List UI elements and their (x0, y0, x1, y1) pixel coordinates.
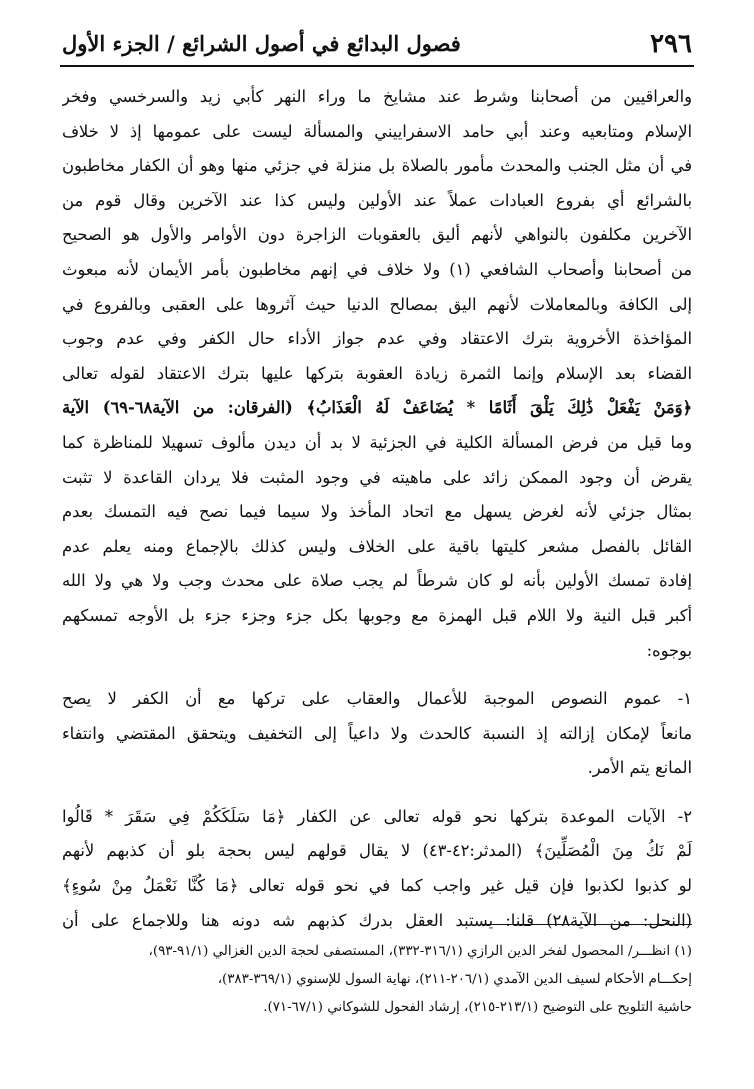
text-line: الإسلام ومتابعيه وعند أبي حامد الاسفراييني والمسألة ليست على عمومها إذ لا خلاف (62, 121, 692, 141)
point-1-line: ١- عموم النصوص الموجبة للأعمال والعقاب على تركها مع أن الكفر لا يصح (62, 689, 692, 709)
text-line: المؤاخذة الأخروية بترك الاعتقاد وفي عدم جواز الأداء حال الكفر وفي عدم وجوب (62, 329, 692, 349)
footnote-line: (١) انظـــر/ المحصول لفخر الدين الرازي (٣١٦/١-٣٣٢)، المستصفى لحجة الدين الغزالي (٩١/١-٩٣)، (148, 944, 692, 959)
text-line: من أصحابنا وأصحاب الشافعي (١) ولا خلاف في إنهم مخاطبون بأمر الأيمان لأنه مبعوث (62, 259, 692, 279)
text-line: الآخرين مكلفون بالنواهي لأنهم أليق بالعقوبات الزاجرة دون الأوامر والأول هو الصحيح (62, 225, 692, 245)
footnote-line: إحكـــام الأحكام لسيف الدين الآمدي (٢٠٦/١-٢١١)، نهاية السول للإسنوي (٣٦٩/١-٣٨٣)، (217, 972, 692, 987)
quran-verse-line: ﴿وَمَنْ يَفْعَلْ ذَٰلِكَ يَلْقَ أَثَامًا * يُضَاعَفْ لَهُ الْعَذَابُ﴾ (الفرقان: من الآية٦٨-٦٩) الآية (62, 398, 692, 418)
body-text (62, 80, 692, 938)
footnote-rule (482, 924, 692, 925)
text-line: بالشرائع أي بفروع العبادات عملاً عند الأولين وليس كذا عند الآخرين وقال قوم من (62, 190, 692, 210)
text-line: إفادة تمسك الأولين بأنه لو كان شرطاً لم يجب صلاة على محدث وجب ولا هي ولا الله (62, 571, 692, 591)
page-number: ٢٩٦ (650, 29, 692, 59)
text-line: بوجوه: (646, 640, 692, 660)
footnote-line: حاشية التلويح على التوضيح (٢١٣/١-٢١٥)، إرشاد الفحول للشوكاني (٦٧/١-٧١). (263, 1000, 692, 1015)
header-rule (60, 65, 694, 67)
point-2-line: ٢- الآيات الموعدة بتركها نحو قوله تعالى عن الكفار ﴿مَا سَلَكَكُمْ فِي سَقَرَ * قَالُوا (62, 806, 692, 826)
point-2-line: (النحل: من الآية٢٨) قلنا: يستبد العقل بدرك كذبهم شه دونه هنا وللاجماع على أن (62, 910, 692, 930)
text-line: القضاء بعد الإسلام وإنما الثمرة زيادة العقوبة بتركها عليها بترك الاعتقاد لقوله تعالى (62, 363, 692, 383)
paragraph-gap (62, 786, 692, 800)
text-line: القائل بالفصل مشعر كليتها باقية على الخلاف وليس كذلك بالإجماع ومنه يعلم عدم (62, 536, 692, 556)
text-line: وما قيل من فرض المسألة الكلية في الجزئية لا بد أن ديدن مألوف تسهيلا للمناظرة كما (62, 432, 692, 452)
footnotes (62, 938, 692, 1022)
text-line: يقرض أن وجود الممكن زائد على ماهيته في وجود المثبت فلا يردان القاعدة لا تثبت (62, 467, 692, 487)
text-line: والعراقيين من أصحابنا وشرط عند مشايخ ما وراء النهر كأبي زيد والسرخسي وفخر (62, 87, 692, 106)
point-2-line: لو كذبوا لكذبوا فإن قيل غير واجب كما في نحو قوله تعالى ﴿مَا كُنَّا نَعْمَلُ مِنْ سُوءٍ﴾ (62, 876, 692, 896)
text-line: إلى الكافة وبالمعاملات لأنهم اليق بمصالح الدنيا حيث آثروها على العقبى وبالفروع في (62, 294, 692, 314)
text-line: أكبر قبل النية ولا اللام قبل الهمزة مع وجوبها بكل جزء وجزء جزء بل الأوجه تمسكهم (62, 605, 692, 625)
point-1-line: المانع يتم الأمر. (587, 758, 692, 778)
text-line: في أن مثل الجنب والمحدث مأمور بالصلاة بل منزلة في جزئي منها وهو أن الكفار مخاطبون (62, 156, 692, 176)
paragraph-gap (62, 668, 692, 682)
running-title: فصول البدائع في أصول الشرائع / الجزء الأول (62, 31, 461, 56)
text-line: بمثال جزئي لأنه لغرض يسهل مع اتحاد المأخذ ولا سيما فيما نصح فيه التمسك بعدم (62, 502, 692, 522)
point-1-line: مانعاً لإمكان إزالته إذ النسبة كالحدث ولا داعياً إلى التخفيف ويتحقق المقتضي وانتفاء (62, 723, 692, 743)
point-2-line: لَمْ نَكُ مِنَ الْمُصَلِّينَ﴾ (المدثر:٤٢-٤٣) لا يقال قولهم ليس بحجة بلو أن كذبهم لأنهم (62, 841, 692, 861)
page-header (62, 26, 692, 62)
